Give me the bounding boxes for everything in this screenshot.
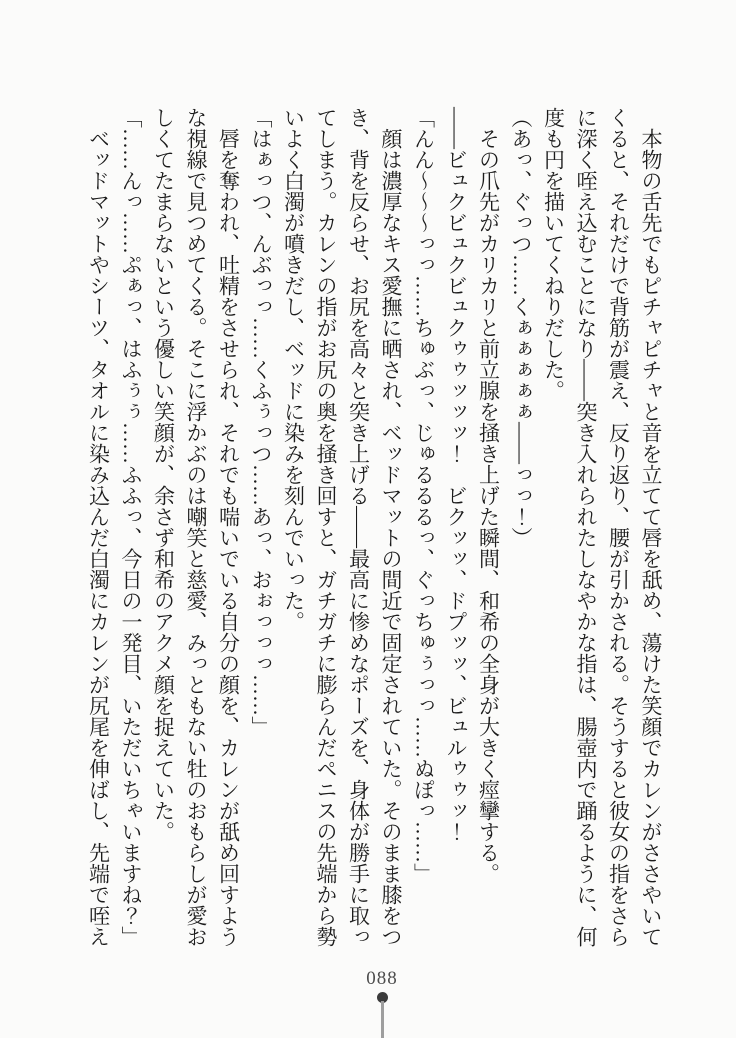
paragraph: その爪先がカリカリと前立腺を掻き上げた瞬間、和希の全身が大きく痙攣する。 [476, 128, 501, 884]
text-block [82, 107, 667, 952]
marker-stem-icon [381, 1001, 384, 1038]
page-footer [0, 968, 736, 1038]
page-pin-marker-icon [0, 992, 736, 1038]
paragraph-dialogue: 「はぁっつ、んぶっっ……くふぅっつ……あっ、おぉっっっ……」 [249, 107, 273, 737]
paragraph: 本物の舌先でもピチャピチャと音を立てて唇を舐め、蕩けた笑顔でカレンがささやいてくると、それだけで背筋が震え、反り返り、腰が引かされる。そうすると彼女の指をさらに深く咥え込むことになり――突き入れられたしなやかな指は、腸壺内で踊るように、何度も円を描いてくねりだした。 [541, 107, 663, 947]
paragraph: ベッドマットやシーツ、タオルに染み込んだ白濁にカレンが尻尾を伸ばし、先端で咥え [86, 128, 111, 947]
paragraph-dialogue: 「んん〜〜〜っっ……ちゅぶっ、じゅるるるっ、ぐっちゅぅっっ……ぬぽっ……」 [411, 107, 436, 884]
paragraph-dialogue: 「……んっ……ぷぁっ、はふぅぅ……ふふっ、今日の一発目、いただいちゃいますね？」 [119, 107, 143, 947]
paragraph: 顔は濃厚なキス愛撫に晒され、ベッドマットの間近で固定されていた。そのまま膝をつき、背を反らせ、お尻を高々と突き上げる――最高に惨めなポーズを、身体が勝手に取ってしまう。カレンの指がお尻の奥を掻き回すと、ガチガチに膨らんだペニスの先端から勢いよく白濁が噴きだし、ベッドに染みを刻んでいった。 [281, 107, 403, 947]
paragraph-monologue: （あっ、ぐっつ……くぁぁぁぁぁ――っっ！） [509, 107, 533, 548]
paragraph-sfx: ――ビュクビュクビュクゥゥッッッ！ ビクッッ、ドプッッ、ビュルゥゥッ！ [444, 107, 468, 842]
page-number: 088 [366, 968, 398, 989]
paragraph: 唇を奪われ、吐精をさせられ、それでも喘いでいる自分の顔を、カレンが舐め回すような視線で見つめてくる。そこに浮かぶのは嘲笑と慈愛、みっともない牡のおもらしが愛おしくてたまらないという優しい笑顔が、余さず和希のアクメ顔を捉えていた。 [151, 107, 241, 947]
